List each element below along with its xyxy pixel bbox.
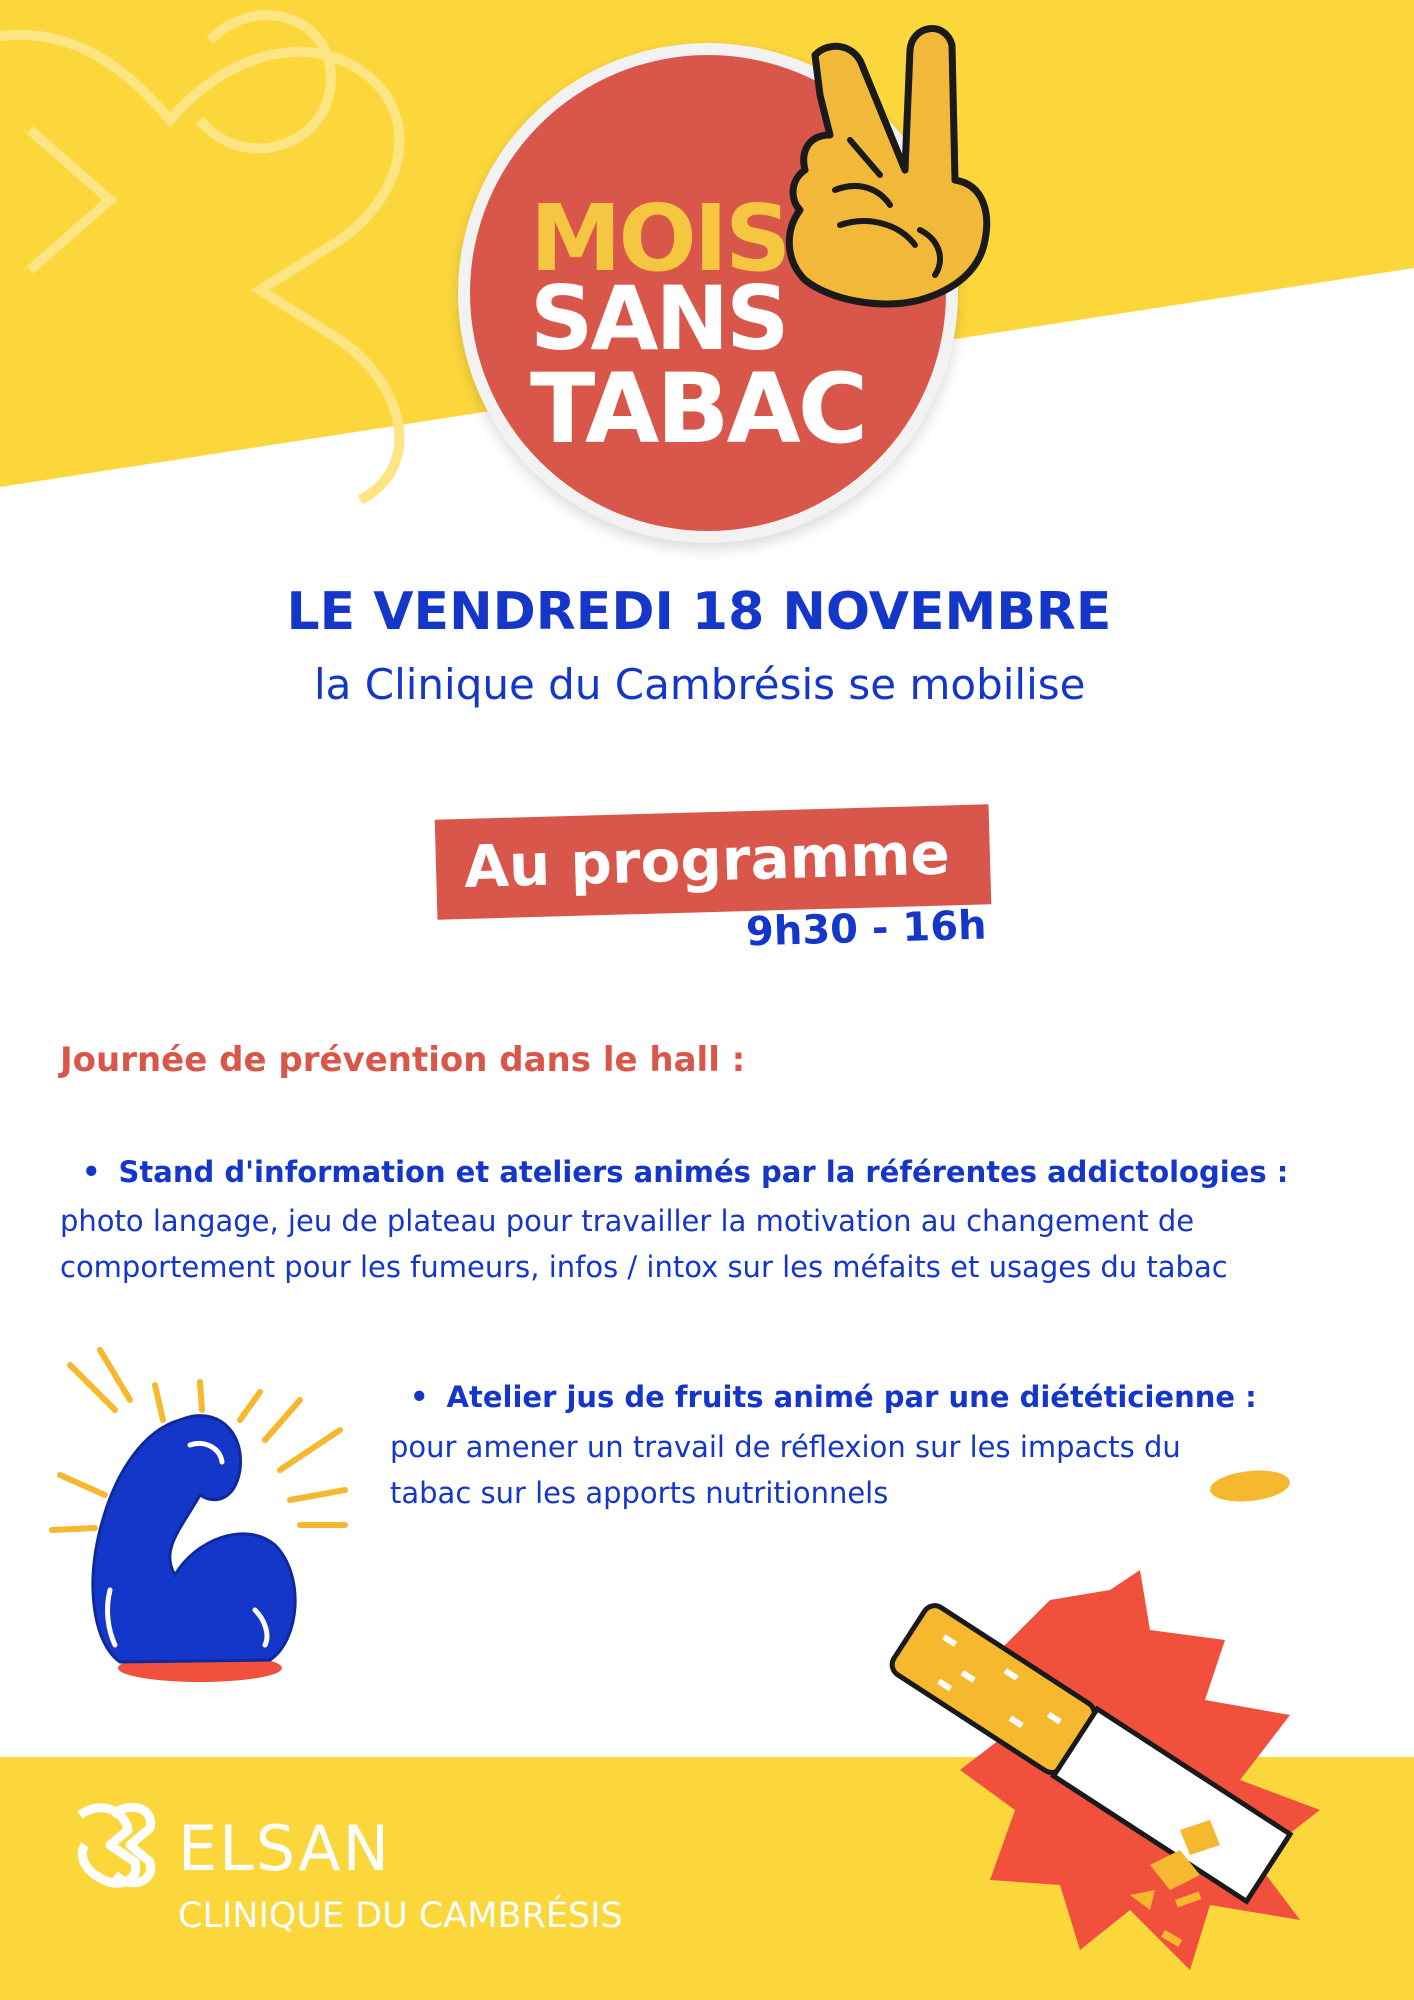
item-stand-heading-text: Stand d'information et ateliers animés par la référentes addictologies :: [118, 1155, 1289, 1189]
item-juice-body-line: pour amener un travail de réflexion sur les impacts du: [390, 1430, 1181, 1464]
event-date-text: LE VENDREDI 18 NOVEMBRE: [286, 582, 1112, 642]
event-subtitle: la Clinique du Cambrésis se mobilise: [314, 660, 1086, 709]
elsan-brand: ELSAN: [178, 1812, 392, 1885]
logo-text-mois: MOIS: [530, 185, 789, 292]
item-stand-body-line: photo langage, jeu de plateau pour travailler la motivation au changement de: [60, 1204, 1195, 1238]
clinic-name: CLINIQUE DU CAMBRÉSIS: [178, 1896, 623, 1936]
bullet: •: [82, 1155, 101, 1189]
program-label: Au programme :: [463, 819, 951, 969]
item-juice-heading-text: Atelier jus de fruits animé par une diététicienne :: [446, 1380, 1257, 1414]
bullet: •: [410, 1380, 429, 1414]
section-title: Journée de prévention dans le hall :: [60, 1040, 746, 1080]
logo-text-sans: SANS: [530, 267, 787, 370]
item-stand-body-line: comportement pour les fumeurs, infos / intox sur les méfaits et usages du tabac: [60, 1250, 1228, 1284]
program-time: 9h30 - 16h: [745, 902, 988, 956]
logo-text-tabac: TABAC: [530, 353, 866, 465]
item-juice-body-line: tabac sur les apports nutritionnels: [390, 1476, 889, 1510]
